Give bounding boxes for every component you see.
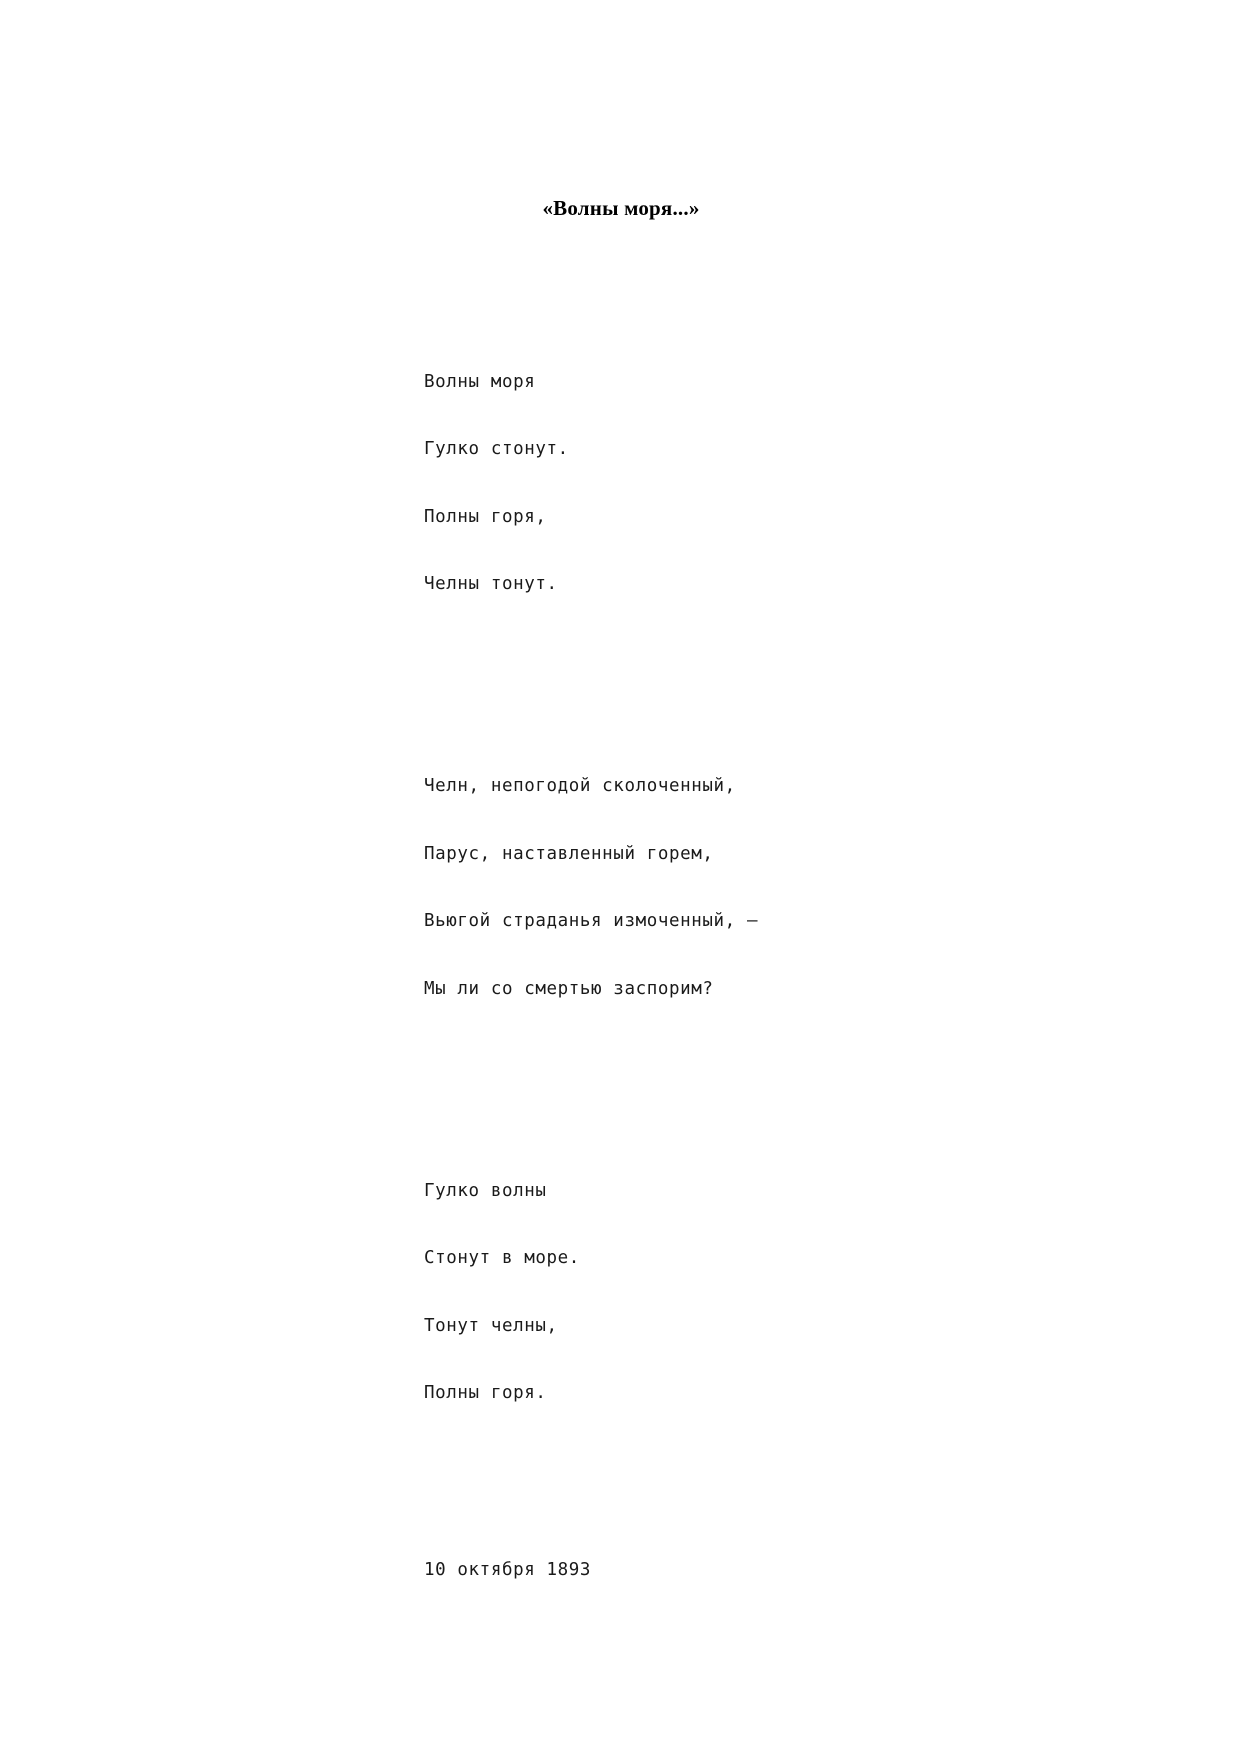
poem-line: Парус, наставленный горем, <box>424 843 714 864</box>
stanza <box>424 326 1124 641</box>
poem-line: Гулко стонут. <box>424 439 569 459</box>
poem-line: Полны горя, <box>424 506 547 527</box>
poem-body <box>424 258 1124 1649</box>
poem-date: 10 октября 1893 <box>424 1560 592 1580</box>
page-title: «Волны моря...» <box>542 196 700 220</box>
poem-line: Челны тонут. <box>424 574 558 594</box>
stanza <box>424 1135 1124 1450</box>
stanza <box>424 730 1124 1045</box>
poem-line: Тонут челны, <box>424 1315 558 1336</box>
poem-line: Полны горя. <box>424 1383 547 1403</box>
poem-line: Вьюгой страданья измоченный, — <box>424 911 759 931</box>
poem-line: Стонут в море. <box>424 1248 580 1268</box>
poem-line: Гулко волны <box>424 1180 547 1201</box>
poem-line: Мы ли со смертью заспорим? <box>424 978 714 999</box>
poem-line: Челн, непогодой сколоченный, <box>424 776 736 796</box>
poem-line: Волны моря <box>424 371 536 392</box>
